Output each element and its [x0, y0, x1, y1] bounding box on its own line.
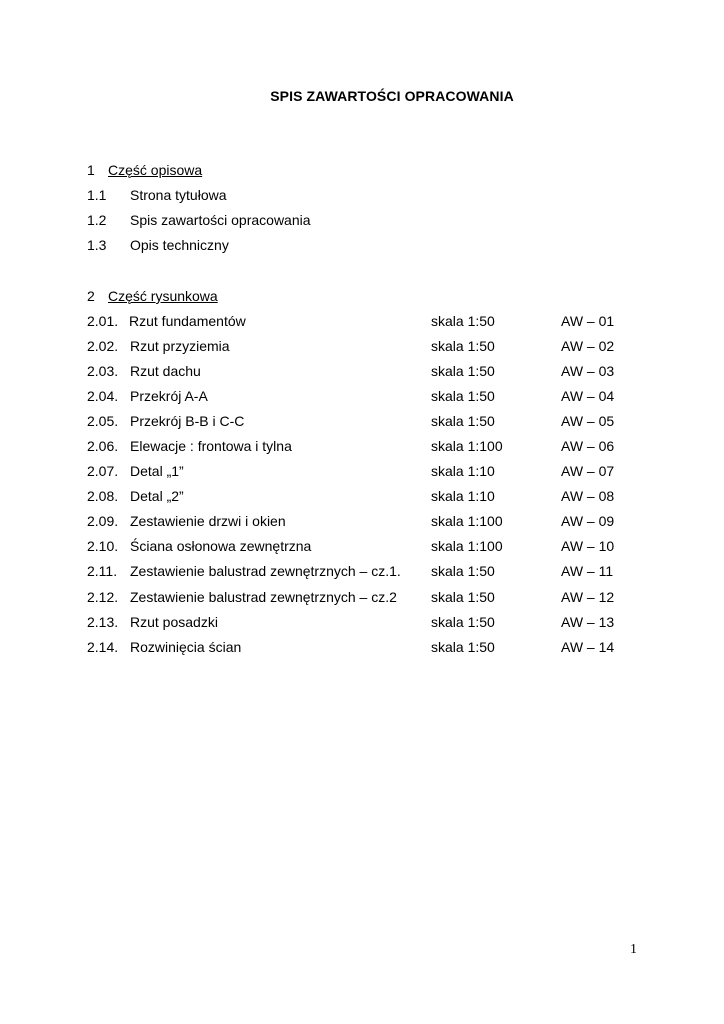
section-label: Część rysunkowa	[108, 288, 218, 304]
item-scale: skala 1:50	[431, 363, 495, 379]
item-number: 2.13.	[87, 614, 119, 630]
section-label: Część opisowa	[108, 162, 203, 178]
item-number: 2.03.	[87, 363, 119, 379]
item-scale: skala 1:10	[431, 463, 495, 479]
item-text: Detal „2”	[130, 488, 184, 504]
item-code: AW – 12	[561, 589, 615, 605]
item-text: Zestawienie drzwi i okien	[130, 513, 286, 529]
item-code: AW – 03	[561, 363, 615, 379]
item-number: 2.06.	[87, 438, 119, 454]
item-text: Strona tytułowa	[130, 187, 227, 203]
item-number: 2.05.	[87, 413, 119, 429]
page-number: 1	[630, 942, 637, 957]
item-text: Rzut posadzki	[130, 614, 218, 630]
item-number: 2.12.	[87, 589, 119, 605]
section-number: 1	[87, 162, 95, 178]
item-text: Rzut fundamentów	[129, 313, 246, 329]
item-scale: skala 1:50	[431, 338, 495, 354]
item-text: Spis zawartości opracowania	[130, 212, 311, 228]
item-text: Zestawienie balustrad zewnętrznych – cz.2	[130, 589, 397, 605]
item-code: AW – 07	[561, 463, 615, 479]
item-text: Zestawienie balustrad zewnętrznych – cz.1.	[130, 563, 401, 579]
item-scale: skala 1:50	[431, 589, 495, 605]
item-number: 1.1	[87, 187, 107, 203]
item-text: Przekrój B-B i C-C	[130, 413, 245, 429]
item-code: AW – 01	[561, 313, 615, 329]
item-number: 1.3	[87, 237, 107, 253]
item-text: Detal „1”	[130, 463, 184, 479]
item-code: AW – 05	[561, 413, 615, 429]
item-code: AW – 08	[561, 488, 615, 504]
item-text: Rzut dachu	[130, 363, 201, 379]
item-number: 2.09.	[87, 513, 119, 529]
item-code: AW – 11	[561, 563, 614, 579]
item-scale: skala 1:100	[431, 538, 503, 554]
item-text: Przekrój A-A	[130, 388, 208, 404]
item-code: AW – 04	[561, 388, 615, 404]
item-text: Rzut przyziemia	[130, 338, 230, 354]
item-scale: skala 1:100	[431, 438, 503, 454]
item-text: Elewacje : frontowa i tylna	[130, 438, 292, 454]
item-code: AW – 10	[561, 538, 615, 554]
item-scale: skala 1:50	[431, 563, 495, 579]
item-code: AW – 02	[561, 338, 615, 354]
item-text: Rozwinięcia ścian	[130, 639, 242, 655]
item-text: Opis techniczny	[130, 237, 229, 253]
item-scale: skala 1:10	[431, 488, 495, 504]
item-number: 2.08.	[87, 488, 119, 504]
item-number: 1.2	[87, 212, 107, 228]
item-code: AW – 13	[561, 614, 615, 630]
item-scale: skala 1:50	[431, 614, 495, 630]
section-number: 2	[87, 288, 95, 304]
item-scale: skala 1:100	[431, 513, 503, 529]
item-scale: skala 1:50	[431, 313, 495, 329]
item-number: 2.11.	[87, 563, 118, 579]
item-number: 2.01.	[87, 313, 119, 329]
item-scale: skala 1:50	[431, 388, 495, 404]
item-scale: skala 1:50	[431, 413, 495, 429]
item-number: 2.07.	[87, 463, 119, 479]
item-scale: skala 1:50	[431, 639, 495, 655]
item-number: 2.04.	[87, 388, 119, 404]
document-title: SPIS ZAWARTOŚCI OPRACOWANIA	[270, 88, 514, 104]
item-number: 2.14.	[87, 639, 119, 655]
item-code: AW – 06	[561, 438, 615, 454]
section-heading-descriptive	[87, 160, 202, 180]
section-heading-drawings	[87, 286, 218, 306]
item-code: AW – 14	[561, 639, 615, 655]
item-number: 2.10.	[87, 538, 119, 554]
item-text: Ściana osłonowa zewnętrzna	[130, 538, 312, 554]
item-number: 2.02.	[87, 338, 119, 354]
item-code: AW – 09	[561, 513, 615, 529]
